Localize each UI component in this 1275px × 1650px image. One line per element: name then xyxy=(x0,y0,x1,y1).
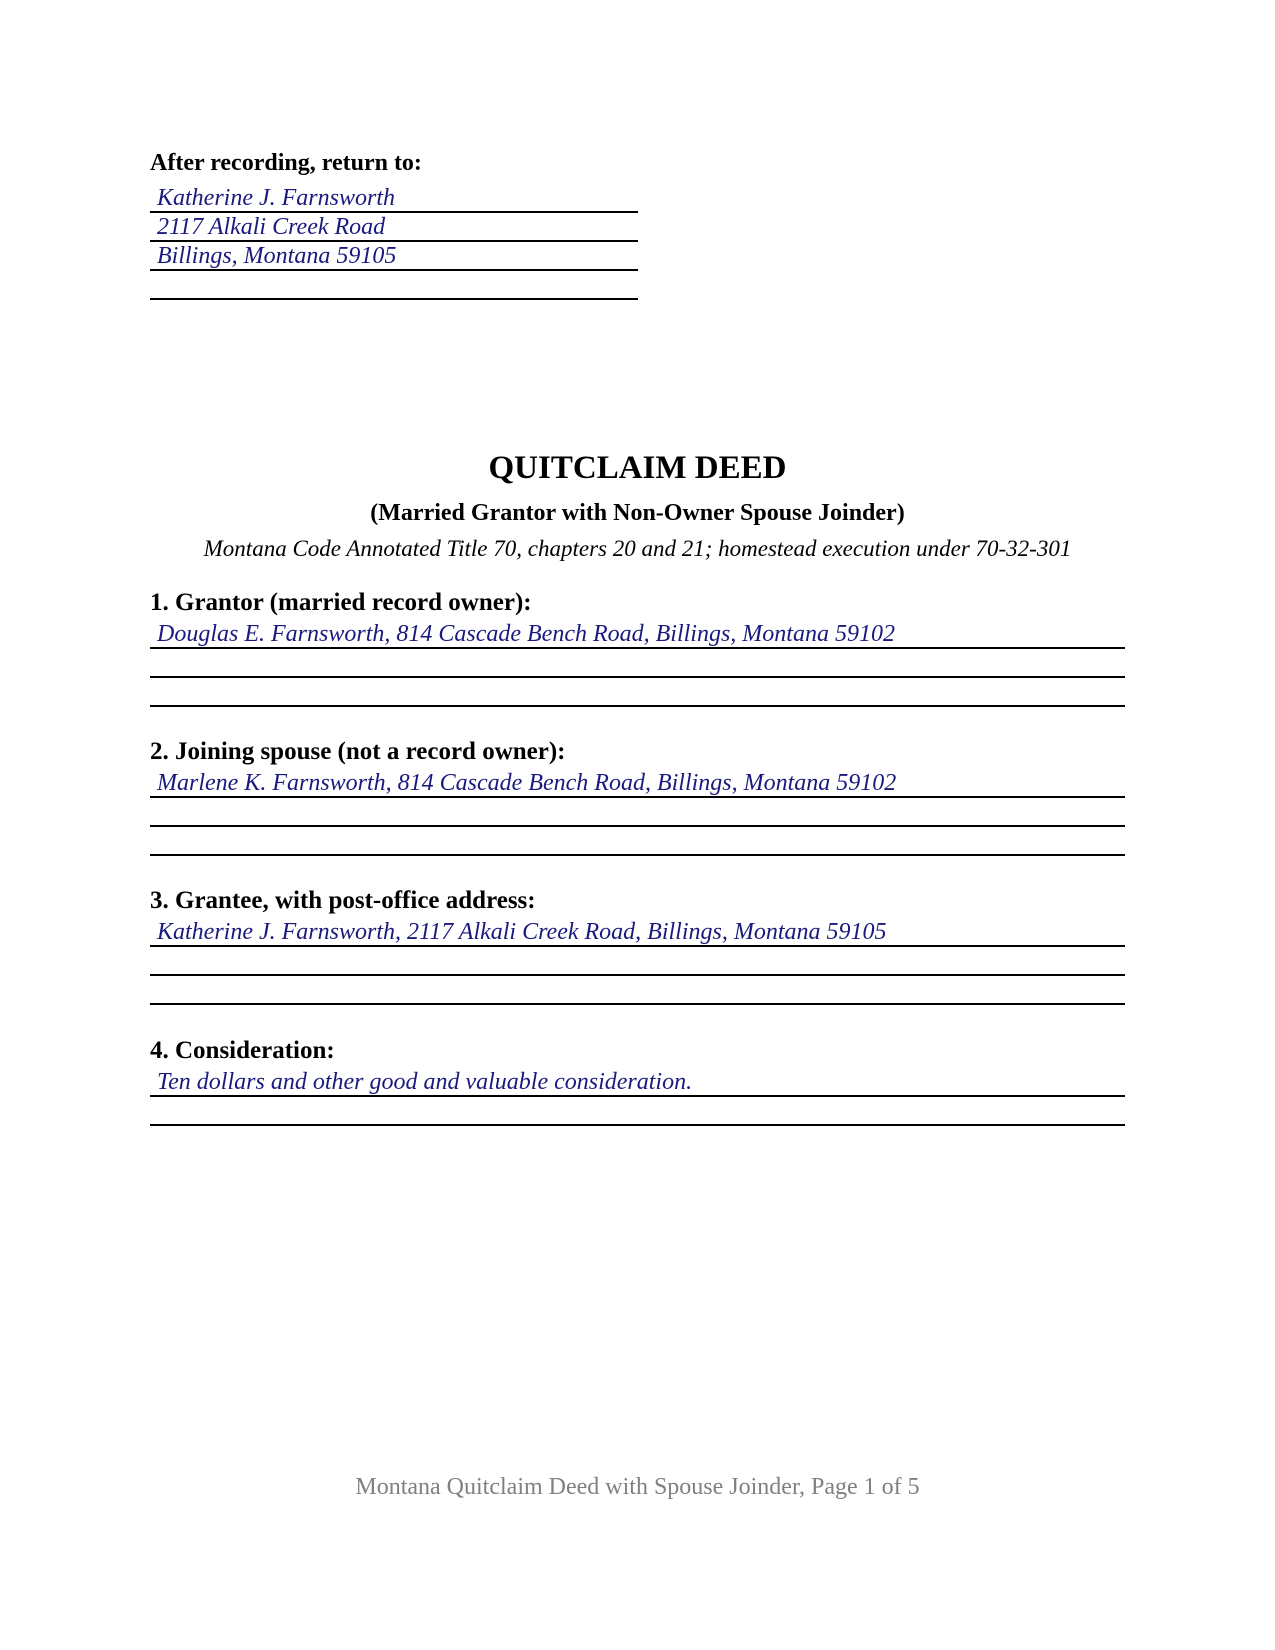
joining-spouse-line-2[interactable] xyxy=(150,798,1125,827)
grantor-line-2[interactable] xyxy=(150,649,1125,678)
grantor-line-1[interactable]: Douglas E. Farnsworth, 814 Cascade Bench Road, Billings, Montana 59102 xyxy=(150,620,1125,649)
document-subtitle: (Married Grantor with Non-Owner Spouse Joinder) xyxy=(370,500,905,526)
consideration-line-2[interactable] xyxy=(150,1097,1125,1126)
return-address-block xyxy=(150,148,638,300)
return-heading: After recording, return to: xyxy=(150,150,422,176)
joining-spouse-heading: 2. Joining spouse (not a record owner): xyxy=(150,738,566,765)
grantee-line-2[interactable] xyxy=(150,947,1125,976)
grantee-line-3[interactable] xyxy=(150,976,1125,1005)
statute-reference: Montana Code Annotated Title 70, chapters 20 and 21; homestead execution under 70-32-301 xyxy=(203,536,1072,561)
grantee-heading: 3. Grantee, with post-office address: xyxy=(150,887,536,914)
grantee-section xyxy=(150,886,1125,1005)
joining-spouse-line-1[interactable]: Marlene K. Farnsworth, 814 Cascade Bench Road, Billings, Montana 59102 xyxy=(150,769,1125,798)
return-line-extra[interactable] xyxy=(150,271,638,300)
grantee-line-1[interactable]: Katherine J. Farnsworth, 2117 Alkali Creek Road, Billings, Montana 59105 xyxy=(150,918,1125,947)
joining-spouse-section xyxy=(150,737,1125,856)
page-footer: Montana Quitclaim Deed with Spouse Joinder, Page 1 of 5 xyxy=(355,1474,920,1500)
grantor-heading: 1. Grantor (married record owner): xyxy=(150,589,532,616)
grantor-section xyxy=(150,588,1125,707)
title-block xyxy=(0,446,1275,564)
document-title: QUITCLAIM DEED xyxy=(488,450,787,486)
consideration-section xyxy=(150,1036,1125,1126)
return-line-street[interactable]: 2117 Alkali Creek Road xyxy=(150,213,638,242)
return-line-name[interactable]: Katherine J. Farnsworth xyxy=(150,184,638,213)
consideration-heading: 4. Consideration: xyxy=(150,1037,335,1064)
joining-spouse-line-3[interactable] xyxy=(150,827,1125,856)
grantor-line-3[interactable] xyxy=(150,678,1125,707)
return-line-city[interactable]: Billings, Montana 59105 xyxy=(150,242,638,271)
consideration-line-1[interactable]: Ten dollars and other good and valuable consideration. xyxy=(150,1068,1125,1097)
